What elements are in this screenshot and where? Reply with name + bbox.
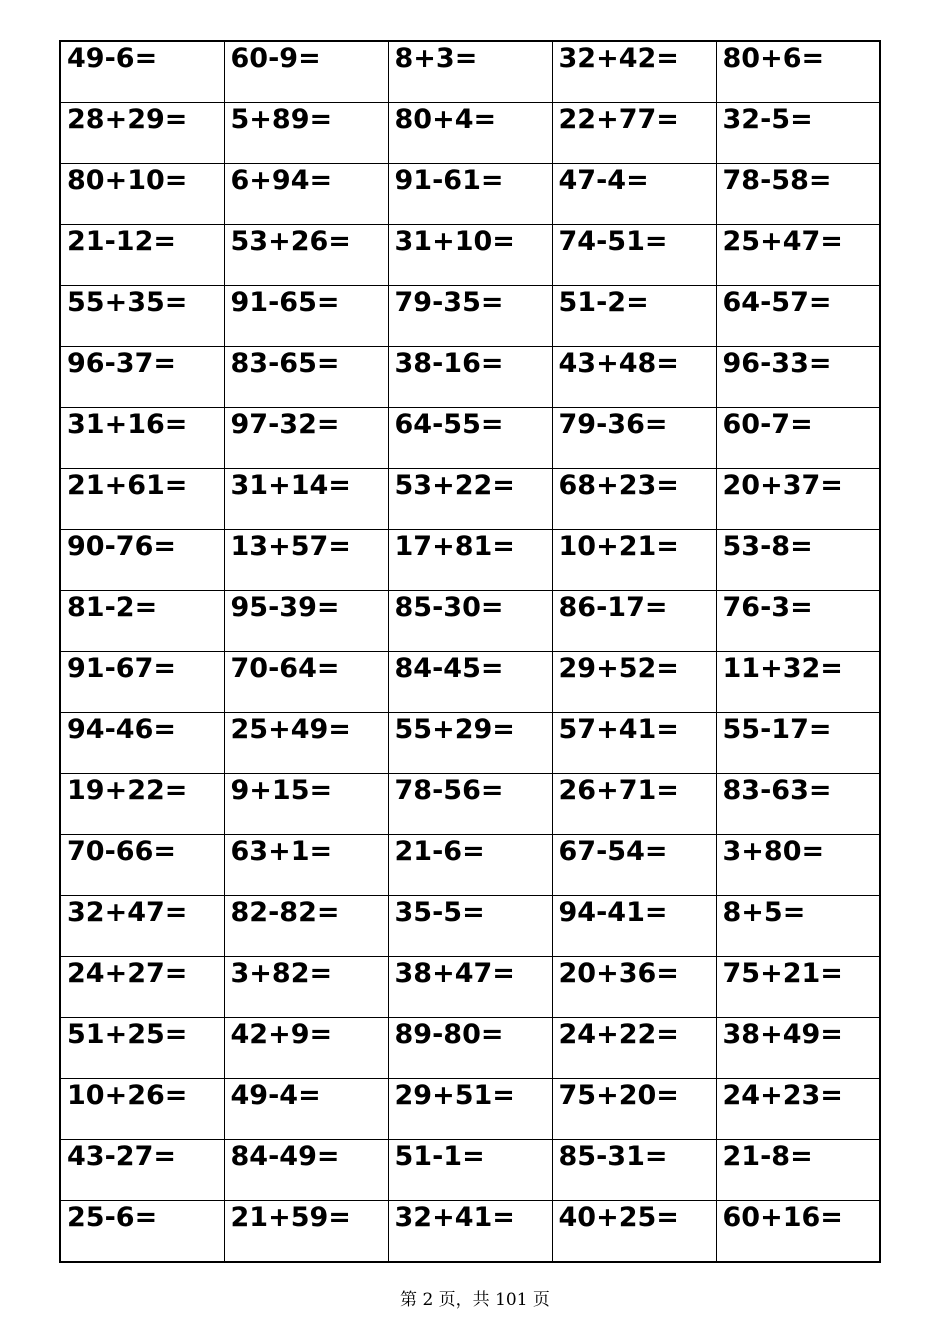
page-number-footer: 第 2 页，共 101 页: [400, 1290, 550, 1310]
problem-cell: 42+9=: [224, 1018, 388, 1079]
problem-cell: 83-63=: [716, 774, 880, 835]
problem-cell: 8+3=: [388, 41, 552, 103]
problem-cell: 91-65=: [224, 286, 388, 347]
problem-cell: 21+59=: [224, 1201, 388, 1263]
problem-cell: 55-17=: [716, 713, 880, 774]
worksheet-row: [60, 774, 880, 835]
problem-cell: 21-12=: [60, 225, 224, 286]
problem-cell: 80+10=: [60, 164, 224, 225]
problem-cell: 64-55=: [388, 408, 552, 469]
problem-cell: 76-3=: [716, 591, 880, 652]
problem-cell: 85-31=: [552, 1140, 716, 1201]
problem-cell: 24+27=: [60, 957, 224, 1018]
worksheet-row: [60, 1018, 880, 1079]
problem-cell: 51-1=: [388, 1140, 552, 1201]
worksheet-row: [60, 164, 880, 225]
problem-cell: 32+42=: [552, 41, 716, 103]
problem-cell: 53+22=: [388, 469, 552, 530]
problem-cell: 70-64=: [224, 652, 388, 713]
problem-cell: 94-41=: [552, 896, 716, 957]
problem-cell: 96-33=: [716, 347, 880, 408]
worksheet-row: [60, 896, 880, 957]
problem-cell: 47-4=: [552, 164, 716, 225]
problem-cell: 29+52=: [552, 652, 716, 713]
problem-cell: 10+21=: [552, 530, 716, 591]
problem-cell: 31+16=: [60, 408, 224, 469]
problem-cell: 32-5=: [716, 103, 880, 164]
problem-cell: 32+41=: [388, 1201, 552, 1263]
worksheet-row: [60, 225, 880, 286]
problem-cell: 20+37=: [716, 469, 880, 530]
problem-cell: 97-32=: [224, 408, 388, 469]
problem-cell: 11+32=: [716, 652, 880, 713]
problem-cell: 28+29=: [60, 103, 224, 164]
problem-cell: 49-4=: [224, 1079, 388, 1140]
problem-cell: 21+61=: [60, 469, 224, 530]
problem-cell: 8+5=: [716, 896, 880, 957]
problem-cell: 83-65=: [224, 347, 388, 408]
worksheet-body: [60, 41, 880, 1262]
problem-cell: 25+49=: [224, 713, 388, 774]
problem-cell: 9+15=: [224, 774, 388, 835]
problem-cell: 51+25=: [60, 1018, 224, 1079]
problem-cell: 24+23=: [716, 1079, 880, 1140]
problem-cell: 91-67=: [60, 652, 224, 713]
problem-cell: 49-6=: [60, 41, 224, 103]
problem-cell: 13+57=: [224, 530, 388, 591]
problem-cell: 84-45=: [388, 652, 552, 713]
worksheet-row: [60, 1201, 880, 1263]
worksheet-row: [60, 469, 880, 530]
problem-cell: 26+71=: [552, 774, 716, 835]
problem-cell: 78-56=: [388, 774, 552, 835]
problem-cell: 22+77=: [552, 103, 716, 164]
problem-cell: 68+23=: [552, 469, 716, 530]
problem-cell: 75+21=: [716, 957, 880, 1018]
problem-cell: 31+14=: [224, 469, 388, 530]
worksheet-row: [60, 347, 880, 408]
problem-cell: 90-76=: [60, 530, 224, 591]
problem-cell: 29+51=: [388, 1079, 552, 1140]
problem-cell: 80+4=: [388, 103, 552, 164]
problem-cell: 6+94=: [224, 164, 388, 225]
worksheet-row: [60, 1079, 880, 1140]
problem-cell: 94-46=: [60, 713, 224, 774]
worksheet-row: [60, 286, 880, 347]
problem-cell: 53-8=: [716, 530, 880, 591]
problem-cell: 21-8=: [716, 1140, 880, 1201]
problem-cell: 89-80=: [388, 1018, 552, 1079]
problem-cell: 84-49=: [224, 1140, 388, 1201]
problem-cell: 67-54=: [552, 835, 716, 896]
problem-cell: 38+47=: [388, 957, 552, 1018]
worksheet-row: [60, 652, 880, 713]
problem-cell: 60-7=: [716, 408, 880, 469]
problem-cell: 38+49=: [716, 1018, 880, 1079]
problem-cell: 74-51=: [552, 225, 716, 286]
problem-cell: 64-57=: [716, 286, 880, 347]
problem-cell: 63+1=: [224, 835, 388, 896]
worksheet-row: [60, 1140, 880, 1201]
problem-cell: 51-2=: [552, 286, 716, 347]
problem-cell: 32+47=: [60, 896, 224, 957]
problem-cell: 17+81=: [388, 530, 552, 591]
problem-cell: 55+35=: [60, 286, 224, 347]
problem-cell: 20+36=: [552, 957, 716, 1018]
worksheet-row: [60, 713, 880, 774]
worksheet-row: [60, 957, 880, 1018]
problem-cell: 91-61=: [388, 164, 552, 225]
problem-cell: 25+47=: [716, 225, 880, 286]
problem-cell: 10+26=: [60, 1079, 224, 1140]
problem-cell: 79-36=: [552, 408, 716, 469]
worksheet-row: [60, 835, 880, 896]
problem-cell: 57+41=: [552, 713, 716, 774]
problem-cell: 75+20=: [552, 1079, 716, 1140]
problem-cell: 60+16=: [716, 1201, 880, 1263]
problem-cell: 95-39=: [224, 591, 388, 652]
problem-cell: 43-27=: [60, 1140, 224, 1201]
problem-cell: 86-17=: [552, 591, 716, 652]
worksheet-row: [60, 41, 880, 103]
problem-cell: 79-35=: [388, 286, 552, 347]
worksheet-row: [60, 591, 880, 652]
problem-cell: 31+10=: [388, 225, 552, 286]
arithmetic-worksheet-table: [59, 40, 881, 1263]
problem-cell: 35-5=: [388, 896, 552, 957]
problem-cell: 85-30=: [388, 591, 552, 652]
problem-cell: 80+6=: [716, 41, 880, 103]
problem-cell: 5+89=: [224, 103, 388, 164]
problem-cell: 21-6=: [388, 835, 552, 896]
worksheet-row: [60, 103, 880, 164]
problem-cell: 96-37=: [60, 347, 224, 408]
problem-cell: 24+22=: [552, 1018, 716, 1079]
problem-cell: 60-9=: [224, 41, 388, 103]
problem-cell: 40+25=: [552, 1201, 716, 1263]
problem-cell: 70-66=: [60, 835, 224, 896]
problem-cell: 43+48=: [552, 347, 716, 408]
problem-cell: 3+80=: [716, 835, 880, 896]
worksheet-row: [60, 530, 880, 591]
problem-cell: 55+29=: [388, 713, 552, 774]
problem-cell: 81-2=: [60, 591, 224, 652]
problem-cell: 53+26=: [224, 225, 388, 286]
problem-cell: 3+82=: [224, 957, 388, 1018]
problem-cell: 82-82=: [224, 896, 388, 957]
worksheet-row: [60, 408, 880, 469]
problem-cell: 78-58=: [716, 164, 880, 225]
problem-cell: 19+22=: [60, 774, 224, 835]
problem-cell: 25-6=: [60, 1201, 224, 1263]
problem-cell: 38-16=: [388, 347, 552, 408]
